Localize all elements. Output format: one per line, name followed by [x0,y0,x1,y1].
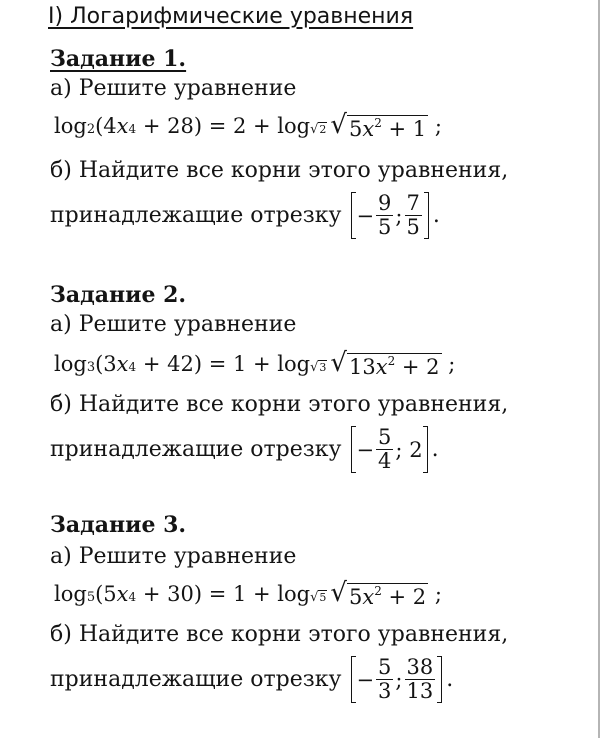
task-2-heading: Задание 2. [50,282,187,308]
task-2-part-a: а) Решите уравнение [50,312,297,337]
segment-bracket: − $\frac{5}{3}$ ; $\frac{38}{13}$ [351,656,442,703]
task-3-heading: Задание 3. [50,512,187,538]
task-3-part-b: б) Найдите все корни этого уравнения, [50,622,509,647]
task-2-part-b: б) Найдите все корни этого уравнения, [50,392,509,417]
task-3-segment: принадлежащие отрезку − $\frac{5}{3}$ ; $\frac{38}{13}$ . [50,655,454,704]
task-2-segment: принадлежащие отрезку − $\frac{5}{4}$ ; 2 . [50,425,439,474]
segment-bracket: − $\frac{5}{4}$ ; 2 [351,426,427,473]
task-3-part-a: а) Решите уравнение [50,544,297,569]
task-1-segment: принадлежащие отрезку − $\frac{9}{5}$ ; $\frac{7}{5}$ . [50,191,440,240]
task-1-part-b: б) Найдите все корни этого уравнения, [50,158,509,183]
task-1-part-a: а) Решите уравнение [50,76,297,101]
task-2-equation: log 3 ( 3 x 4 + 42 ) = 1 + log √ 3 √ $13x^2 + 2$ ; [54,348,456,379]
page-title: I) Логарифмические уравнения [48,4,414,29]
task-1-heading: Задание 1. [50,46,187,72]
task-3-equation: log 5 ( 5 x 4 + 30 ) = 1 + log √ 5 √ $5x^2 + 2$ ; [54,578,442,609]
segment-bracket: − $\frac{9}{5}$ ; $\frac{7}{5}$ [351,192,428,239]
task-1-equation: log 2 ( 4 x 4 + 28 ) = 2 + log √ 2 √ $5x^2 + 1$ ; [54,110,442,141]
